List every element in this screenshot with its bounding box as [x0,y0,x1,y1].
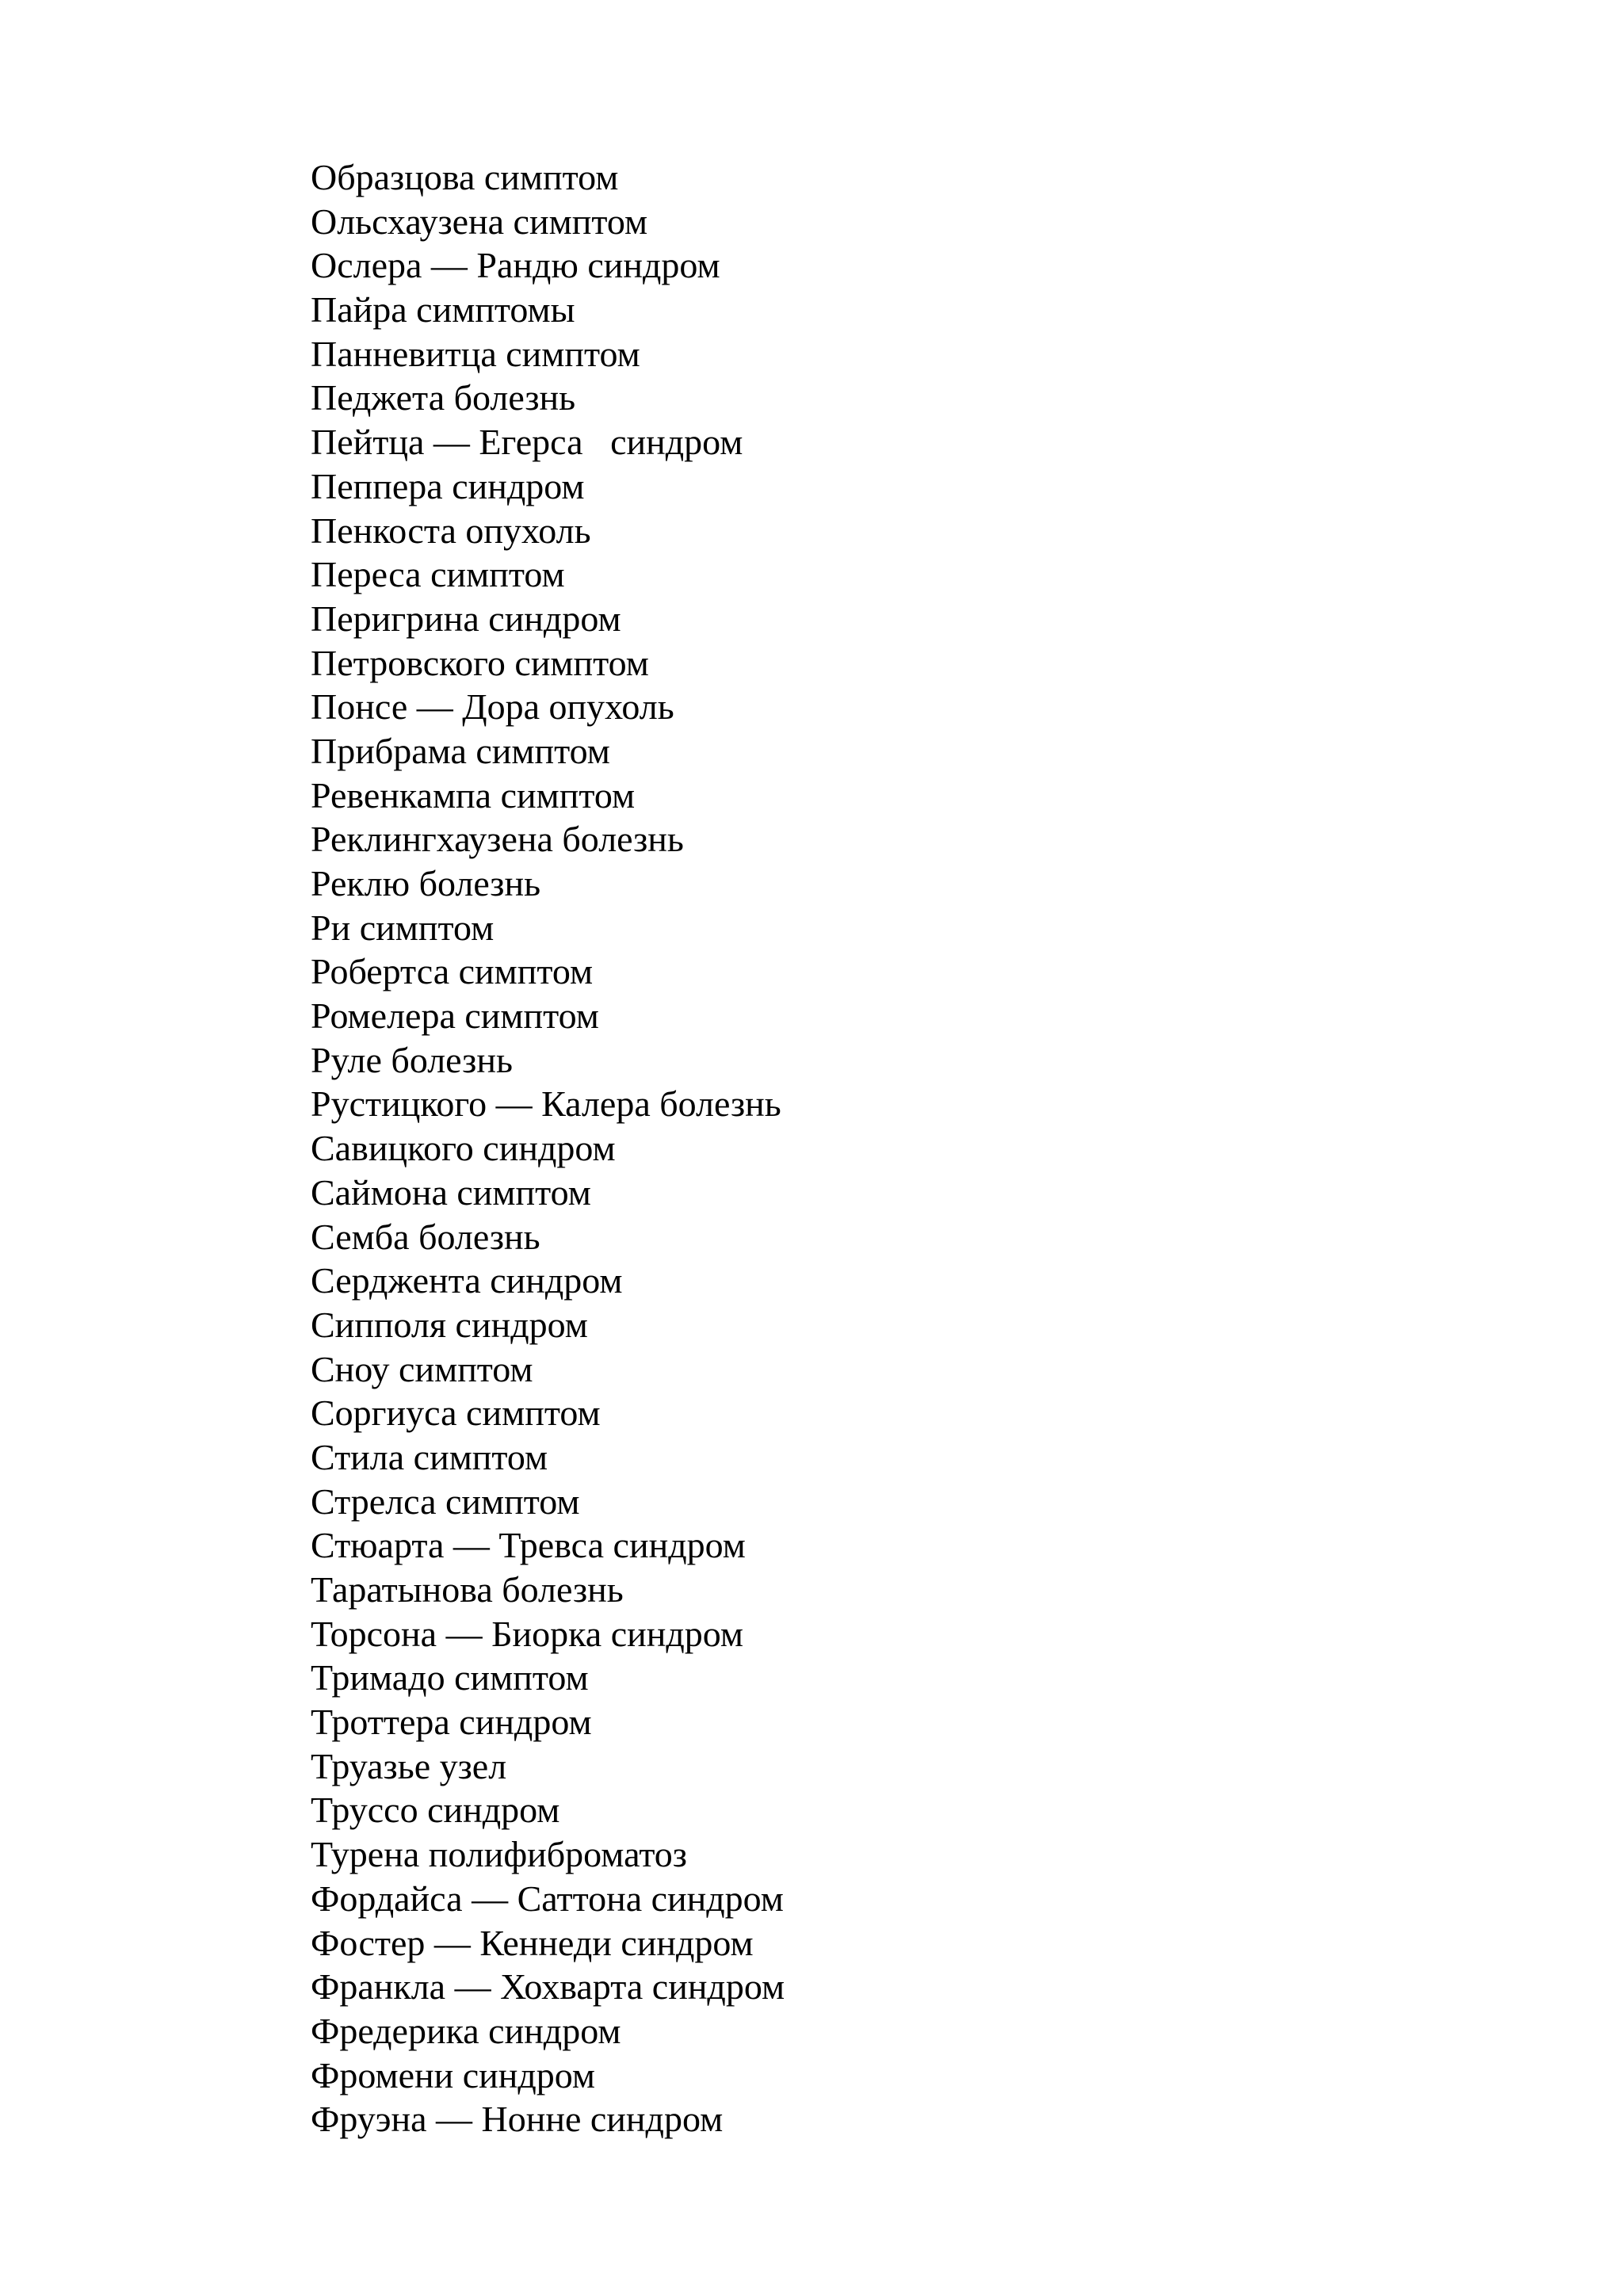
eponym-list [311,155,785,2141]
list-item: Прибрама симптом [311,730,610,771]
list-item: Труссо синдром [311,1790,560,1831]
list-item: Рустицкого — Калера болезнь [311,1083,781,1125]
list-item: Пайра симптомы [311,289,575,330]
list-item: Образцова симптом [311,157,619,197]
list-item: Фромени синдром [311,2054,596,2095]
list-item: Труазье узел [311,1745,507,1786]
list-item: Педжета болезнь [311,377,576,418]
list-item: Соргиуса симптом [311,1392,601,1434]
list-item: Торсона — Биорка синдром [311,1613,743,1654]
list-item: Саймона симптом [311,1171,591,1213]
list-item: Фредерика синдром [311,2010,621,2051]
list-item: Петровского симптом [311,642,649,683]
list-item: Пенкоста опухоль [311,510,591,551]
list-item: Фруэна — Нонне синдром [311,2099,724,2140]
list-item: Реклингхаузена болезнь [311,819,684,860]
list-item: Тримадо симптом [311,1657,589,1698]
list-item: Пеппера синдром [311,465,585,506]
list-item: Руле болезнь [311,1039,513,1080]
list-item: Стюарта — Тревса синдром [311,1525,746,1566]
list-item: Семба болезнь [311,1216,540,1257]
list-item: Панневитца симптом [311,333,640,374]
list-item: Серджента синдром [311,1260,623,1301]
list-item: Сноу симптом [311,1348,533,1389]
list-item: Ромелера симптом [311,995,599,1037]
list-item: Ри симптом [311,907,495,948]
list-item: Ослера — Рандю синдром [311,245,720,286]
list-item: Робертса симптом [311,951,594,992]
list-item: Переса симптом [311,554,565,595]
list-item: Савицкого синдром [311,1128,616,1169]
list-item: Франкла — Хохварта синдром [311,1966,785,2008]
list-item: Троттера синдром [311,1702,592,1743]
list-item: Ревенкампа симптом [311,774,636,816]
list-item: Стрелса симптом [311,1480,580,1522]
list-item: Понсе — Дора опухоль [311,686,674,728]
list-item: Фордайса — Саттона синдром [311,1878,784,1919]
list-item: Перигрина синдром [311,598,621,639]
list-item: Сипполя синдром [311,1304,588,1345]
list-item: Фостер — Кеннеди синдром [311,1922,754,1963]
list-item: Реклю болезнь [311,863,541,904]
list-item: Стила симптом [311,1436,548,1477]
list-item: Пейтца — Егерса синдром [311,422,743,463]
list-item: Турена полифиброматоз [311,1834,687,1875]
list-item: Таратынова болезнь [311,1569,624,1610]
list-item: Ольсхаузена симптом [311,201,648,242]
